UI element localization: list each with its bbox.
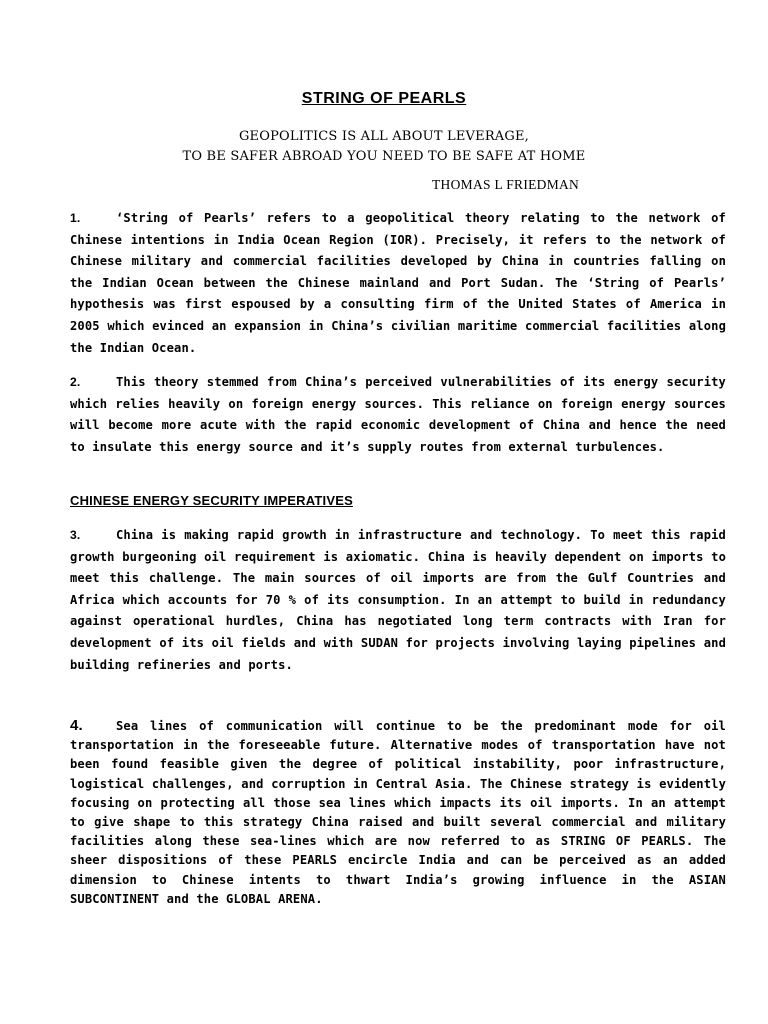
- paragraph-text: Sea lines of communication will continue to be the predominant mode for oil transportation in the foreseeable future. Alternative modes of transportation have not been found feasible given the degree of political instability, poor infrastructure, logistical challenges, and corruption in Central Asia. The Chinese strategy is evidently focusing on protecting all those sea lines which impacts its oil imports. In an attempt to give shape to this strategy China raised and built several commercial and military facilities along these sea-lines which are now referred to as STRING OF PEARLS. The sheer dispositions of these PEARLS encircle India and can be perceived as an added dimension to Chinese intents to thwart India’s growing influence in the ASIAN SUBCONTINENT and the GLOBAL ARENA.: [70, 719, 726, 906]
- epigraph-author: THOMAS L FRIEDMAN: [432, 177, 580, 192]
- paragraph-number: 4.: [70, 717, 83, 734]
- epigraph: [0, 127, 768, 167]
- paragraph-4: [70, 716, 726, 909]
- paragraph-3: [70, 525, 726, 676]
- paragraph-1: [70, 208, 726, 359]
- paragraph-text: This theory stemmed from China’s perceived vulnerabilities of its energy security which relies heavily on foreign energy sources. This reliance on foreign energy sources will become more acute with the rapid economic development of China and hence the need to insulate this energy source and it’s supply routes from external turbulences.: [70, 375, 726, 454]
- paragraph-number: 3.: [70, 528, 81, 542]
- paragraph-number: 2.: [70, 375, 81, 389]
- paragraph-text: ‘String of Pearls’ refers to a geopolitical theory relating to the network of Chinese intentions in India Ocean Region (IOR). Precisely, it refers to the network of Chinese military and commercial facilities developed by China in countries falling on the Indian Ocean between the Chinese mainland and Port Sudan. The ‘String of Pearls’ hypothesis was first espoused by a consulting firm of the United States of America in 2005 which evinced an expansion in China’s civilian maritime commercial facilities along the Indian Ocean.: [70, 211, 726, 355]
- paragraph-text: China is making rapid growth in infrastructure and technology. To meet this rapid growth burgeoning oil requirement is axiomatic. China is heavily dependent on imports to meet this challenge. The main sources of oil imports are from the Gulf Countries and Africa which accounts for 70 % of its consumption. In an attempt to build in redundancy against operational hurdles, China has negotiated long term contracts with Iran for development of its oil fields and with SUDAN for projects involving laying pipelines and building refineries and ports.: [70, 528, 726, 672]
- paragraph-2: [70, 372, 726, 458]
- epigraph-line-2: TO BE SAFER ABROAD YOU NEED TO BE SAFE AT HOME: [182, 149, 586, 164]
- document-title: STRING OF PEARLS: [301, 90, 467, 107]
- epigraph-line-1: GEOPOLITICS IS ALL ABOUT LEVERAGE,: [238, 129, 530, 144]
- section-heading: CHINESE ENERGY SECURITY IMPERATIVES: [70, 493, 353, 508]
- paragraph-number: 1.: [70, 211, 81, 225]
